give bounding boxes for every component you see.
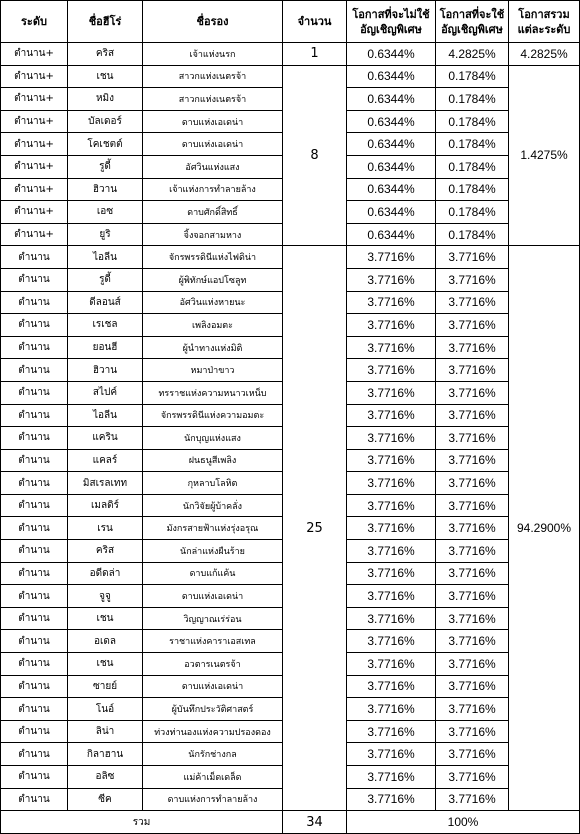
tier-cell: ตำนาน [1,788,68,811]
subtitle-cell: นักวิจัยผู้บ้าคลั่ง [143,494,283,517]
rate-special-cell: 3.7716% [436,743,509,766]
tier-cell: ตำนาน [1,766,68,789]
subtitle-cell: อัศวินแห่งหายนะ [143,291,283,314]
rate-special-cell: 0.1784% [436,178,509,201]
rate-normal-cell: 3.7716% [347,720,436,743]
hero-name-cell: โคเชตต์ [68,133,143,156]
tier-cell: ตำนาน+ [1,178,68,201]
subtitle-cell: ผู้บันทึกประวัติศาสตร์ [143,698,283,721]
tier-cell: ตำนาน [1,653,68,676]
header-rate-total: โอกาสรวมแต่ละระดับ [509,1,580,43]
subtitle-cell: จักรพรรดินีแห่งความอมตะ [143,404,283,427]
tier-cell: ตำนาน [1,427,68,450]
rate-normal-cell: 3.7716% [347,517,436,540]
tier-cell: ตำนาน [1,291,68,314]
tier-cell: ตำนาน [1,314,68,337]
rate-special-cell: 3.7716% [436,359,509,382]
tier-cell: ตำนาน+ [1,223,68,246]
rate-normal-cell: 3.7716% [347,675,436,698]
rate-special-cell: 3.7716% [436,562,509,585]
rate-normal-cell: 3.7716% [347,359,436,382]
rate-special-cell: 3.7716% [436,494,509,517]
subtitle-cell: ดาบแห่งเอเดน่า [143,133,283,156]
tier-cell: ตำนาน+ [1,133,68,156]
header-rate-normal: โอกาสที่จะไม่ใช้อัญเชิญพิเศษ [347,1,436,43]
subtitle-cell: อัศวินแห่งแสง [143,155,283,178]
hero-name-cell: ลิน่า [68,720,143,743]
rate-normal-cell: 3.7716% [347,788,436,811]
hero-name-cell: ยอนฮี [68,336,143,359]
rate-special-cell: 3.7716% [436,449,509,472]
rate-normal-cell: 3.7716% [347,585,436,608]
rate-normal-cell: 3.7716% [347,562,436,585]
header-subtitle: ชื่อรอง [143,1,283,43]
footer-label: รวม [1,811,283,834]
rate-special-cell: 0.1784% [436,65,509,88]
hero-name-cell: อดีดล่า [68,562,143,585]
tier-cell: ตำนาน [1,494,68,517]
rate-normal-cell: 0.6344% [347,178,436,201]
subtitle-cell: สาวกแห่งเนตรจ้า [143,65,283,88]
hero-name-cell: อเดล [68,630,143,653]
rate-special-cell: 3.7716% [436,675,509,698]
rate-normal-cell: 0.6344% [347,201,436,224]
rate-normal-cell: 3.7716% [347,630,436,653]
hero-name-cell: ยูริ [68,223,143,246]
table-row [1,246,580,269]
hero-name-cell: แคลร์ [68,449,143,472]
rate-special-cell: 3.7716% [436,427,509,450]
tier-cell: ตำนาน [1,449,68,472]
hero-name-cell: ซายย์ [68,675,143,698]
hero-name-cell: ฮิวาน [68,359,143,382]
hero-name-cell: เมลดิร์ [68,494,143,517]
rate-normal-cell: 3.7716% [347,268,436,291]
rate-special-cell: 3.7716% [436,698,509,721]
rate-normal-cell: 0.6344% [347,88,436,111]
tier-cell: ตำนาน+ [1,155,68,178]
tier-cell: ตำนาน [1,698,68,721]
rate-normal-cell: 3.7716% [347,698,436,721]
hero-name-cell: ไอลีน [68,246,143,269]
rate-special-cell: 3.7716% [436,653,509,676]
tier-cell: ตำนาน [1,517,68,540]
subtitle-cell: จักรพรรดินีแห่งไฟดิน่า [143,246,283,269]
subtitle-cell: นักรักช่างกล [143,743,283,766]
rate-special-cell: 3.7716% [436,472,509,495]
rate-normal-cell: 3.7716% [347,607,436,630]
rate-special-cell: 3.7716% [436,517,509,540]
subtitle-cell: ผู้นำทางแห่งมิติ [143,336,283,359]
subtitle-cell: จิ้งจอกสามหาง [143,223,283,246]
hero-name-cell: แคริน [68,427,143,450]
subtitle-cell: ดาบแห่งเอเดน่า [143,110,283,133]
group-count-cell: 1 [283,43,347,66]
tier-cell: ตำนาน [1,675,68,698]
group-count-cell: 8 [283,65,347,246]
subtitle-cell: แม่ค้าเม็ดเดล็ด [143,766,283,789]
rate-special-cell: 3.7716% [436,404,509,427]
footer-total: 100% [347,811,580,834]
group-total-cell: 1.4275% [509,65,580,246]
rate-normal-cell: 3.7716% [347,540,436,563]
table-row [1,65,580,88]
rate-special-cell: 3.7716% [436,336,509,359]
tier-cell: ตำนาน [1,359,68,382]
group-total-cell: 94.2900% [509,246,580,811]
subtitle-cell: สาวกแห่งเนตรจ้า [143,88,283,111]
subtitle-cell: มังกรสายฟ้าแห่งรุ่งอรุณ [143,517,283,540]
rate-special-cell: 3.7716% [436,607,509,630]
hero-name-cell: เชน [68,607,143,630]
subtitle-cell: นักบุญแห่งแสง [143,427,283,450]
rate-special-cell: 3.7716% [436,630,509,653]
rate-special-cell: 3.7716% [436,766,509,789]
rate-special-cell: 3.7716% [436,314,509,337]
hero-name-cell: โนอ์ [68,698,143,721]
tier-cell: ตำนาน [1,743,68,766]
subtitle-cell: ดาบแห่งการทำลายล้าง [143,788,283,811]
rate-special-cell: 3.7716% [436,720,509,743]
hero-name-cell: คริส [68,43,143,66]
subtitle-cell: ราชาแห่งคาราเอสเทล [143,630,283,653]
rate-normal-cell: 3.7716% [347,449,436,472]
rate-normal-cell: 3.7716% [347,766,436,789]
rate-special-cell: 3.7716% [436,381,509,404]
rate-normal-cell: 0.6344% [347,155,436,178]
rate-normal-cell: 3.7716% [347,653,436,676]
subtitle-cell: ทรราชแห่งความหนาวเหน็บ [143,381,283,404]
rate-normal-cell: 3.7716% [347,291,436,314]
hero-name-cell: ฮิวาน [68,178,143,201]
rate-special-cell: 0.1784% [436,110,509,133]
rate-normal-cell: 3.7716% [347,404,436,427]
hero-name-cell: ไอลีน [68,404,143,427]
rate-normal-cell: 3.7716% [347,743,436,766]
rate-special-cell: 0.1784% [436,201,509,224]
hero-name-cell: เชน [68,653,143,676]
hero-name-cell: รูดี้ [68,268,143,291]
subtitle-cell: เจ้าแห่งนรก [143,43,283,66]
rate-special-cell: 3.7716% [436,540,509,563]
hero-name-cell: คริส [68,540,143,563]
rate-normal-cell: 3.7716% [347,381,436,404]
rate-normal-cell: 0.6344% [347,110,436,133]
subtitle-cell: ฝนธนูสีเพลิง [143,449,283,472]
table-body [1,43,580,811]
subtitle-cell: นักล่าแห่งผืนร้าย [143,540,283,563]
group-count-cell: 25 [283,246,347,811]
rate-special-cell: 3.7716% [436,585,509,608]
subtitle-cell: หมาป่าขาว [143,359,283,382]
hero-name-cell: อลิซ [68,766,143,789]
tier-cell: ตำนาน [1,381,68,404]
rate-special-cell: 0.1784% [436,88,509,111]
header-rate-special: โอกาสที่จะใช้อัญเชิญพิเศษ [436,1,509,43]
rate-special-cell: 0.1784% [436,223,509,246]
tier-cell: ตำนาน+ [1,201,68,224]
tier-cell: ตำนาน [1,562,68,585]
hero-name-cell: บัลเดอร์ [68,110,143,133]
hero-name-cell: จูจู [68,585,143,608]
rate-special-cell: 0.1784% [436,155,509,178]
hero-name-cell: ซีค [68,788,143,811]
rate-normal-cell: 3.7716% [347,314,436,337]
tier-cell: ตำนาน+ [1,43,68,66]
tier-cell: ตำนาน+ [1,65,68,88]
hero-name-cell: เรเชล [68,314,143,337]
rate-normal-cell: 3.7716% [347,336,436,359]
rate-normal-cell: 3.7716% [347,246,436,269]
hero-name-cell: สไปค์ [68,381,143,404]
hero-name-cell: กิลาฮาน [68,743,143,766]
group-total-cell: 4.2825% [509,43,580,66]
rate-special-cell: 3.7716% [436,268,509,291]
rate-special-cell: 3.7716% [436,291,509,314]
subtitle-cell: เพลิงอมตะ [143,314,283,337]
tier-cell: ตำนาน [1,585,68,608]
tier-cell: ตำนาน [1,720,68,743]
hero-name-cell: เชน [68,65,143,88]
hero-name-cell: รูดี้ [68,155,143,178]
hero-name-cell: หมิง [68,88,143,111]
tier-cell: ตำนาน [1,336,68,359]
hero-name-cell: ดีลอนส์ [68,291,143,314]
subtitle-cell: ดาบแห่งเอเดน่า [143,675,283,698]
subtitle-cell: ท่วงท่านองแห่งความปรองดอง [143,720,283,743]
rate-normal-cell: 3.7716% [347,427,436,450]
subtitle-cell: ดาบแห่งเอเดน่า [143,585,283,608]
hero-name-cell: เอซ [68,201,143,224]
rate-normal-cell: 0.6344% [347,133,436,156]
subtitle-cell: เจ้าแห่งการทำลายล้าง [143,178,283,201]
footer-row [1,811,580,834]
tier-cell: ตำนาน [1,246,68,269]
rate-normal-cell: 0.6344% [347,43,436,66]
tier-cell: ตำนาน+ [1,88,68,111]
header-count: จำนวน [283,1,347,43]
rate-normal-cell: 3.7716% [347,494,436,517]
rate-normal-cell: 3.7716% [347,472,436,495]
rate-normal-cell: 0.6344% [347,223,436,246]
subtitle-cell: ดาบศักดิ์สิทธิ์ [143,201,283,224]
header-hero-name: ชื่อฮีโร่ [68,1,143,43]
table-row [1,43,580,66]
rate-special-cell: 0.1784% [436,133,509,156]
subtitle-cell: ดาบแก้แค้น [143,562,283,585]
subtitle-cell: กุหลาบโลหิต [143,472,283,495]
hero-name-cell: เรน [68,517,143,540]
tier-cell: ตำนาน+ [1,110,68,133]
footer-count: 34 [283,811,347,834]
rate-special-cell: 4.2825% [436,43,509,66]
hero-name-cell: มิสเรลเทท [68,472,143,495]
tier-cell: ตำนาน [1,268,68,291]
header-tier: ระดับ [1,1,68,43]
rate-normal-cell: 0.6344% [347,65,436,88]
header-row [1,1,580,43]
rate-special-cell: 3.7716% [436,246,509,269]
rate-special-cell: 3.7716% [436,788,509,811]
tier-cell: ตำนาน [1,607,68,630]
tier-cell: ตำนาน [1,472,68,495]
tier-cell: ตำนาน [1,404,68,427]
tier-cell: ตำนาน [1,540,68,563]
subtitle-cell: วิญญาณเร่ร่อน [143,607,283,630]
tier-cell: ตำนาน [1,630,68,653]
subtitle-cell: อวตารเนตรจ้า [143,653,283,676]
subtitle-cell: ผู้พิทักษ์แอปโซลูท [143,268,283,291]
